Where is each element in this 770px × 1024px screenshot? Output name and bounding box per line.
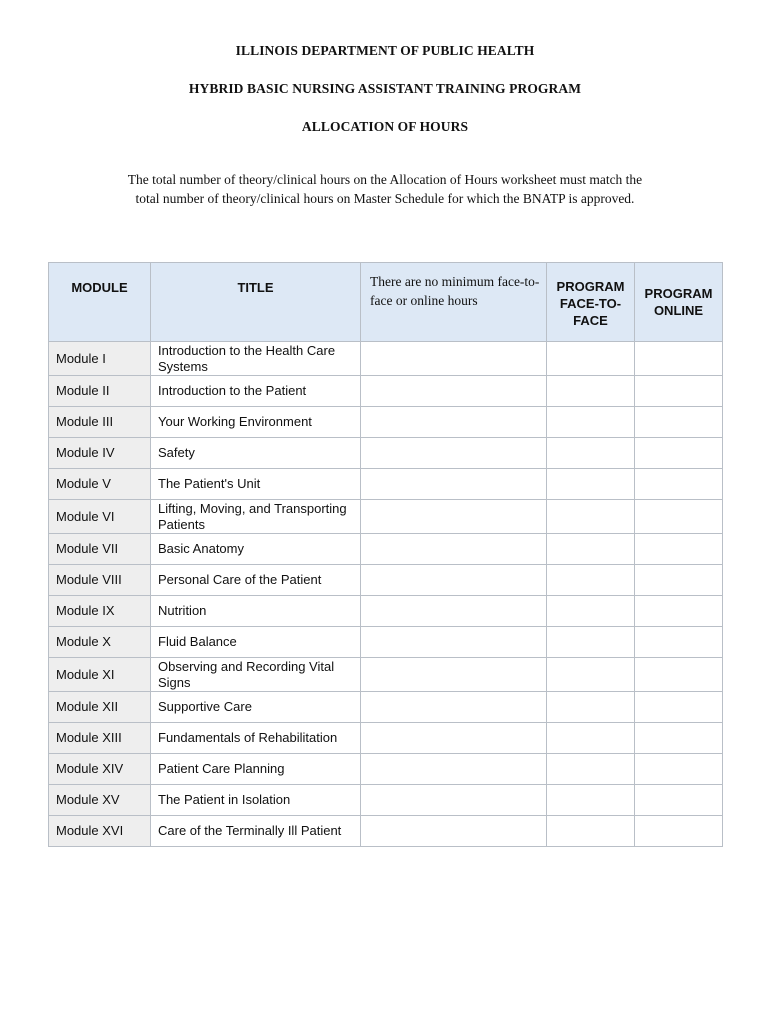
title-cell: The Patient's Unit [151,469,361,500]
online-hours-cell[interactable] [635,376,723,407]
hours-note-cell[interactable] [361,816,547,847]
hours-note-cell[interactable] [361,342,547,376]
table-row [49,596,723,627]
hours-note-cell[interactable] [361,723,547,754]
table-header-row [49,263,723,342]
intro-paragraph: The total number of theory/clinical hours on the Allocation of Hours worksheet must match the total number of theory/clinical hours on Master Schedule for which the BNATP is approved. [127,172,643,206]
face-to-face-hours-cell[interactable] [547,342,635,376]
title-cell: Personal Care of the Patient [151,565,361,596]
face-to-face-hours-cell[interactable] [547,565,635,596]
module-cell: Module VI [49,500,151,534]
table-row [49,658,723,692]
face-to-face-column-header [547,263,635,342]
table-row [49,534,723,565]
module-cell: Module IV [49,438,151,469]
table-row [49,627,723,658]
table-row [49,723,723,754]
face-to-face-hours-cell[interactable] [547,658,635,692]
face-to-face-hours-cell[interactable] [547,627,635,658]
program-heading: HYBRID BASIC NURSING ASSISTANT TRAINING PROGRAM [188,81,582,96]
face-to-face-hours-cell[interactable] [547,596,635,627]
online-column-header [635,263,723,342]
title-column-header [151,263,361,342]
title-cell: Safety [151,438,361,469]
table-row [49,565,723,596]
hours-note-cell[interactable] [361,658,547,692]
table-row [49,816,723,847]
online-hours-cell[interactable] [635,438,723,469]
online-hours-cell[interactable] [635,692,723,723]
table-row [49,500,723,534]
hours-note-cell[interactable] [361,469,547,500]
online-hours-cell[interactable] [635,723,723,754]
hours-note-cell[interactable] [361,692,547,723]
online-hours-cell[interactable] [635,596,723,627]
title-cell: Introduction to the Health Care Systems [151,342,361,376]
face-to-face-hours-cell[interactable] [547,816,635,847]
title-header-label: TITLE [237,280,274,295]
module-cell: Module XIII [49,723,151,754]
module-cell: Module III [49,407,151,438]
module-cell: Module VIII [49,565,151,596]
table-row [49,407,723,438]
face-to-face-hours-cell[interactable] [547,469,635,500]
title-cell: Basic Anatomy [151,534,361,565]
hours-note-cell[interactable] [361,627,547,658]
title-cell: Fluid Balance [151,627,361,658]
online-hours-cell[interactable] [635,816,723,847]
module-cell: Module X [49,627,151,658]
agency-heading: ILLINOIS DEPARTMENT OF PUBLIC HEALTH [235,43,535,58]
title-cell: Your Working Environment [151,407,361,438]
module-cell: Module XVI [49,816,151,847]
table-row [49,692,723,723]
online-hours-cell[interactable] [635,407,723,438]
hours-note-column-header [361,263,547,342]
online-hours-cell[interactable] [635,754,723,785]
hours-note-cell[interactable] [361,438,547,469]
table-row [49,342,723,376]
title-cell: Fundamentals of Rehabilitation [151,723,361,754]
title-cell: Nutrition [151,596,361,627]
hours-note-label: There are no minimum face-to-face or online hours [370,274,540,308]
document-title: ALLOCATION OF HOURS [301,119,469,134]
hours-note-cell[interactable] [361,754,547,785]
table-row [49,754,723,785]
hours-note-cell[interactable] [361,785,547,816]
module-cell: Module VII [49,534,151,565]
table-row [49,376,723,407]
hours-note-cell[interactable] [361,376,547,407]
hours-note-cell[interactable] [361,500,547,534]
table-row [49,785,723,816]
title-cell: Introduction to the Patient [151,376,361,407]
table-row [49,469,723,500]
module-column-header [49,263,151,342]
module-cell: Module V [49,469,151,500]
table-body [49,342,723,847]
title-cell: Observing and Recording Vital Signs [151,658,361,692]
title-cell: Supportive Care [151,692,361,723]
module-cell: Module XI [49,658,151,692]
online-hours-cell[interactable] [635,785,723,816]
module-cell: Module II [49,376,151,407]
allocation-table [48,262,723,847]
title-cell: Care of the Terminally Ill Patient [151,816,361,847]
online-hours-cell[interactable] [635,658,723,692]
face-to-face-hours-cell[interactable] [547,723,635,754]
module-cell: Module XII [49,692,151,723]
online-hours-cell[interactable] [635,469,723,500]
title-cell: Patient Care Planning [151,754,361,785]
face-to-face-hours-cell[interactable] [547,500,635,534]
module-cell: Module XV [49,785,151,816]
module-cell: Module I [49,342,151,376]
module-header-label: MODULE [71,280,128,295]
face-to-face-hours-cell[interactable] [547,534,635,565]
online-hours-cell[interactable] [635,627,723,658]
hours-note-cell[interactable] [361,565,547,596]
online-hours-cell[interactable] [635,534,723,565]
module-cell: Module XIV [49,754,151,785]
module-cell: Module IX [49,596,151,627]
hours-note-cell[interactable] [361,596,547,627]
hours-note-cell[interactable] [361,407,547,438]
face-to-face-hours-cell[interactable] [547,754,635,785]
online-hours-cell[interactable] [635,500,723,534]
title-cell: Lifting, Moving, and Transporting Patients [151,500,361,534]
hours-note-cell[interactable] [361,534,547,565]
face-to-face-hours-cell[interactable] [547,376,635,407]
face-to-face-hours-cell[interactable] [547,785,635,816]
face-to-face-hours-cell[interactable] [547,692,635,723]
face-to-face-hours-cell[interactable] [547,438,635,469]
face-to-face-header-label: PROGRAM FACE-TO-FACE [556,279,625,328]
title-cell: The Patient in Isolation [151,785,361,816]
table-row [49,438,723,469]
online-header-label: PROGRAM ONLINE [644,286,713,318]
online-hours-cell[interactable] [635,565,723,596]
online-hours-cell[interactable] [635,342,723,376]
face-to-face-hours-cell[interactable] [547,407,635,438]
